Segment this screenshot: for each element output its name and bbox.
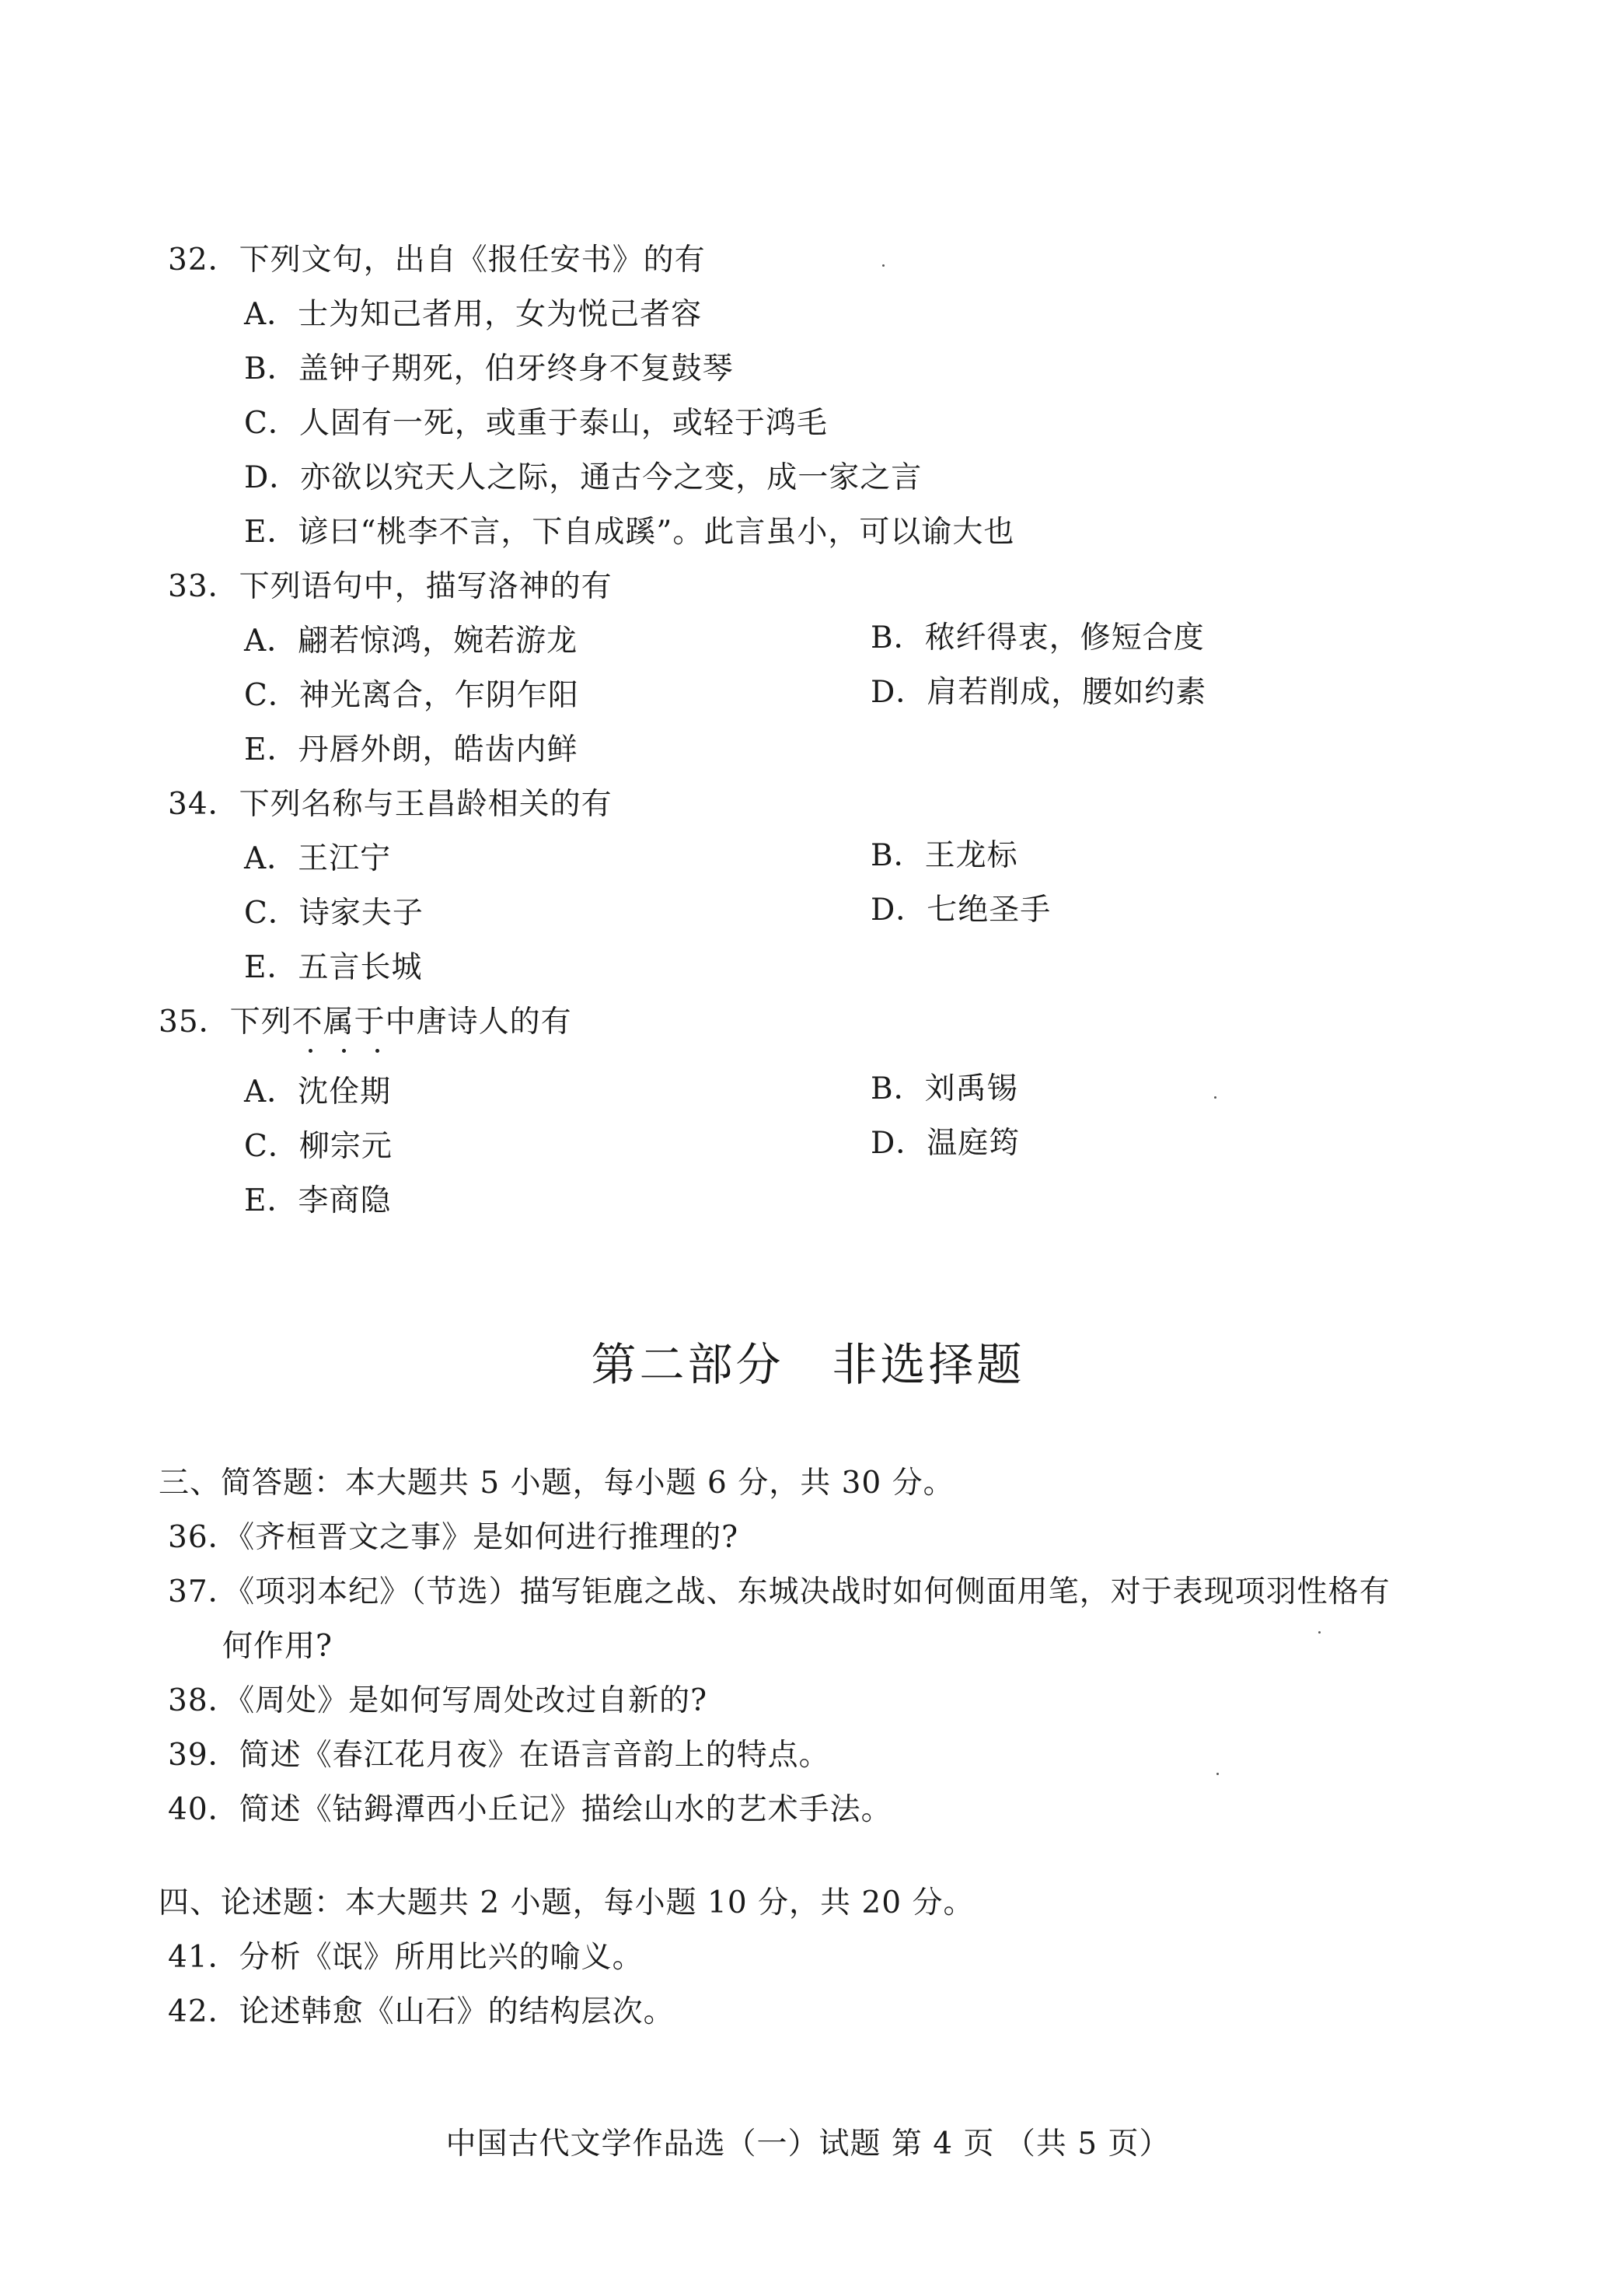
question-33-option-b: B．秾纤得衷，修短合度 bbox=[871, 620, 1205, 655]
question-33-option-e: E．丹唇外朗，皓齿内鲜 bbox=[244, 732, 578, 767]
question-39: 39．简述《春江花月夜》在语言音韵上的特点。 bbox=[168, 1738, 830, 1773]
question-35-option-c: C．柳宗元 bbox=[244, 1129, 393, 1164]
emphasis-dot bbox=[375, 1049, 379, 1053]
question-33-option-c: C．神光离合，乍阴乍阳 bbox=[244, 678, 579, 713]
question-33-option-d: D．肩若削成，腰如约素 bbox=[871, 675, 1207, 710]
question-35-option-b: B．刘禹锡 bbox=[871, 1071, 1018, 1106]
emphasis-dot bbox=[342, 1049, 346, 1053]
question-35-stem: 35．下列不属于中唐诗人的有 bbox=[159, 1005, 572, 1040]
question-33-option-a: A．翩若惊鸿，婉若游龙 bbox=[244, 624, 578, 659]
part2-heading: 第二部分 非选择题 bbox=[591, 1338, 1025, 1391]
question-34-option-e: E．五言长城 bbox=[244, 950, 423, 985]
page-footer: 中国古代文学作品选（一）试题 第 4 页 （共 5 页） bbox=[445, 2127, 1171, 2161]
question-32-stem: 32．下列文句，出自《报任安书》的有 bbox=[168, 243, 706, 278]
question-35-option-a: A．沈佺期 bbox=[244, 1075, 392, 1110]
question-34-option-a: A．王江宁 bbox=[244, 841, 392, 876]
scan-speck bbox=[882, 264, 885, 267]
scan-speck bbox=[1216, 1773, 1219, 1775]
question-32-option-d: D．亦欲以究天人之际，通古今之变，成一家之言 bbox=[244, 460, 923, 495]
question-35-option-d: D．温庭筠 bbox=[871, 1126, 1021, 1161]
question-34-option-d: D．七绝圣手 bbox=[871, 893, 1052, 928]
question-42: 42．论述韩愈《山石》的结构层次。 bbox=[168, 1994, 675, 2029]
question-41: 41．分析《氓》所用比兴的喻义。 bbox=[168, 1940, 644, 1975]
question-34-option-c: C．诗家夫子 bbox=[244, 896, 424, 931]
scan-speck bbox=[1318, 1631, 1321, 1634]
section4-title: 四、论述题：本大题共 2 小题，每小题 10 分，共 20 分。 bbox=[159, 1885, 975, 1920]
question-32-option-b: B．盖钟子期死，伯牙终身不复鼓琴 bbox=[244, 351, 734, 386]
question-36: 36．《齐桓晋文之事》是如何进行推理的? bbox=[168, 1520, 739, 1555]
question-32-option-c: C．人固有一死，或重于泰山，或轻于鸿毛 bbox=[244, 406, 828, 441]
question-34-stem: 34．下列名称与王昌龄相关的有 bbox=[168, 787, 613, 822]
question-35-option-e: E．李商隐 bbox=[244, 1183, 392, 1218]
question-32-option-a: A．士为知己者用，女为悦己者容 bbox=[244, 297, 703, 332]
section3-title: 三、简答题：本大题共 5 小题，每小题 6 分，共 30 分。 bbox=[159, 1466, 955, 1501]
emphasis-dot bbox=[309, 1049, 312, 1053]
question-38: 38．《周处》是如何写周处改过自新的? bbox=[168, 1683, 708, 1718]
question-34-option-b: B．王龙标 bbox=[871, 838, 1018, 873]
question-40: 40．简述《钴鉧潭西小丘记》描绘山水的艺术手法。 bbox=[168, 1792, 892, 1827]
question-37: 37．《项羽本纪》（节选）描写钜鹿之战、东城决战时如何侧面用笔，对于表现项羽性格有 bbox=[168, 1574, 1391, 1609]
question-37-continued: 何作用? bbox=[222, 1629, 333, 1664]
question-33-stem: 33．下列语句中，描写洛神的有 bbox=[168, 569, 613, 604]
scan-speck bbox=[1214, 1096, 1216, 1099]
question-32-option-e: E．谚曰“桃李不言，下自成蹊”。此言虽小，可以谕大也 bbox=[244, 515, 1015, 550]
